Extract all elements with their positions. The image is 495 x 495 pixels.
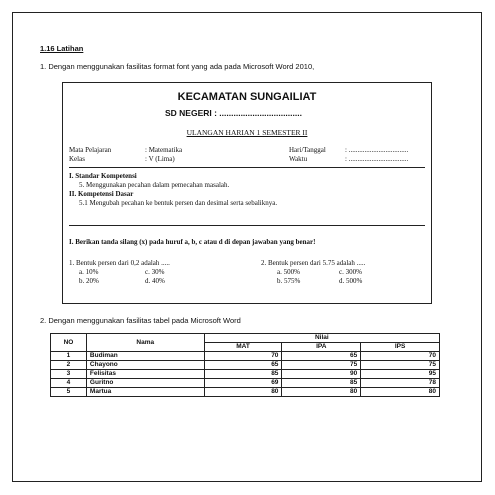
header-ipa: IPA: [282, 343, 361, 352]
cell-nama: Felisitas: [86, 370, 204, 379]
header-nilai: Nilai: [204, 334, 439, 343]
cell-mat: 69: [204, 379, 282, 388]
item-2-option-d: d. 500%: [339, 277, 363, 285]
cell-mat: 85: [204, 370, 282, 379]
hari-value: : ..................................: [345, 146, 409, 154]
cell-nama: Guritno: [86, 379, 204, 388]
waktu-value: : ..................................: [345, 155, 409, 163]
header-ips: IPS: [361, 343, 440, 352]
question-1-instruction: 1. Dengan menggunakan fasilitas format font yang ada pada Microsoft Word 2010,: [40, 62, 315, 71]
exam-sheet-frame: [62, 82, 432, 304]
kompetensi-dasar-text: 5.1 Mengubah pecahan ke bentuk persen dan desimal serta sebaliknya.: [79, 199, 278, 207]
cell-ipa: 65: [282, 352, 361, 361]
kompetensi-dasar-heading: II. Kompetensi Dasar: [69, 190, 134, 198]
cell-mat: 65: [204, 361, 282, 370]
item-1-option-c: c. 30%: [145, 268, 165, 276]
header-nama: Nama: [86, 334, 204, 352]
table-row: [51, 388, 440, 397]
cell-ipa: 85: [282, 379, 361, 388]
table-header-row: [51, 334, 440, 343]
cell-ips: 80: [361, 388, 440, 397]
divider: [69, 225, 425, 226]
cell-no: 2: [51, 361, 87, 370]
cell-ips: 70: [361, 352, 440, 361]
cell-nama: Budiman: [86, 352, 204, 361]
mapel-label: Mata Pelajaran: [69, 146, 112, 154]
item-2-question: 2. Bentuk persen dari 5.75 adalah .....: [261, 259, 366, 267]
table-row: [51, 379, 440, 388]
cell-ipa: 90: [282, 370, 361, 379]
cell-no: 3: [51, 370, 87, 379]
cell-ips: 78: [361, 379, 440, 388]
item-2-option-a: a. 500%: [277, 268, 300, 276]
standar-kompetensi-text: 5. Menggunakan pecahan dalam pemecahan masalah.: [79, 181, 230, 189]
item-1-option-a: a. 10%: [79, 268, 99, 276]
exam-title: ULANGAN HARIAN 1 SEMESTER II: [186, 128, 308, 137]
mapel-value: : Matematika: [145, 146, 183, 154]
question-2-instruction: 2. Dengan menggunakan fasilitas tabel pada Microsoft Word: [40, 316, 241, 325]
cell-ips: 95: [361, 370, 440, 379]
cell-ips: 75: [361, 361, 440, 370]
cell-ipa: 75: [282, 361, 361, 370]
item-2-option-c: c. 300%: [339, 268, 362, 276]
table-row: [51, 361, 440, 370]
divider: [69, 167, 425, 168]
standar-kompetensi-heading: I. Standar Kompetensi: [69, 172, 137, 180]
school-name-line: SD NEGERI : ...................................: [165, 108, 302, 118]
cell-nama: Chayono: [86, 361, 204, 370]
table-row: [51, 370, 440, 379]
instruction-text: I. Berikan tanda silang (x) pada huruf a, b, c atau d di depan jawaban yang benar!: [69, 238, 316, 246]
item-1-option-d: d. 40%: [145, 277, 165, 285]
cell-no: 4: [51, 379, 87, 388]
kecamatan-heading: KECAMATAN SUNGAILIAT: [177, 91, 317, 103]
cell-mat: 70: [204, 352, 282, 361]
kelas-value: : V (Lima): [145, 155, 175, 163]
cell-no: 1: [51, 352, 87, 361]
item-2-option-b: b. 575%: [277, 277, 301, 285]
cell-mat: 80: [204, 388, 282, 397]
section-title: 1.16 Latihan: [40, 44, 84, 53]
table-row: [51, 352, 440, 361]
grades-table: [50, 333, 440, 397]
item-1-question: 1. Bentuk persen dari 0,2 adalah .....: [69, 259, 170, 267]
hari-label: Hari/Tanggal: [289, 146, 326, 154]
waktu-label: Waktu: [289, 155, 308, 163]
header-mat: MAT: [204, 343, 282, 352]
kelas-label: Kelas: [69, 155, 85, 163]
cell-nama: Martua: [86, 388, 204, 397]
header-no: NO: [51, 334, 87, 352]
cell-ipa: 80: [282, 388, 361, 397]
item-1-option-b: b. 20%: [79, 277, 99, 285]
cell-no: 5: [51, 388, 87, 397]
